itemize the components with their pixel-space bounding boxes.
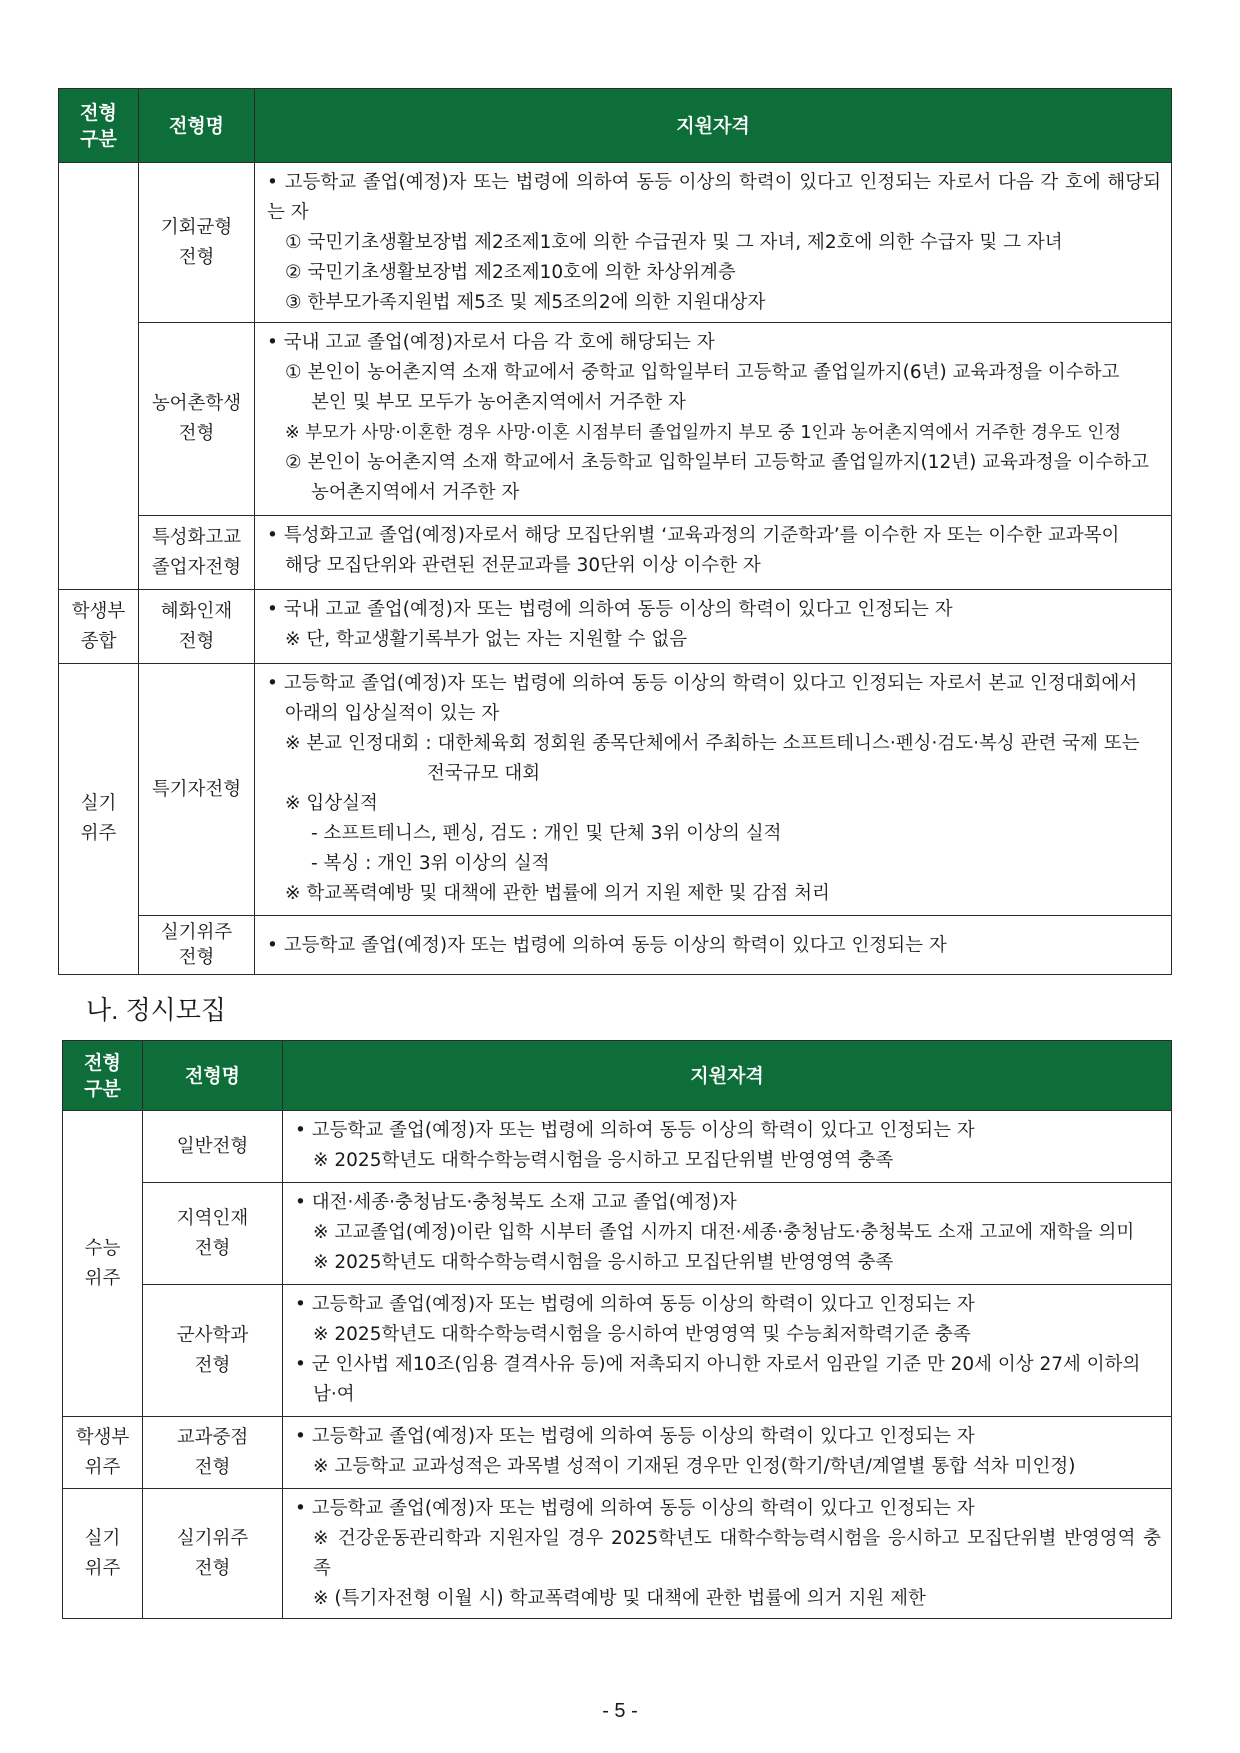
requirements-cell: [255, 516, 1172, 590]
table-header-row: [63, 1041, 1172, 1111]
table-row: [63, 1285, 1172, 1417]
requirement-line: ※ 본교 인정대회 : 대한체육회 정회원 종목단체에서 주최하는 소프트테니스·펜싱·검도·복싱 관련 국제 또는: [285, 733, 1140, 754]
requirement-line: 해당 모집단위와 관련된 전문교과를 30단위 이상 이수한 자: [285, 555, 761, 576]
requirement-line: ※ 건강운동관리학과 지원자일 경우 2025학년도 대학수학능력시험을 응시하고 모집단위별 반영영역 충족: [313, 1528, 1161, 1579]
admission-type-name: 실기위주 전형: [139, 916, 255, 975]
jeongsi-requirements-table: [62, 1040, 1172, 1619]
requirement-line: • 대전·세종·충청남도·충청북도 소재 고교 졸업(예정)자: [295, 1192, 737, 1213]
header-name: 전형명: [143, 1041, 283, 1111]
requirements-cell: [255, 664, 1172, 916]
table-row: [59, 323, 1172, 516]
requirement-line: ※ 부모가 사망·이혼한 경우 사망·이혼 시점부터 졸업일까지 부모 중 1인과 농어촌지역에서 거주한 경우도 인정: [285, 423, 1122, 443]
admission-type-name: 군사학과 전형: [143, 1285, 283, 1417]
requirement-line: • 특성화고교 졸업(예정)자로서 해당 모집단위별 ‘교육과정의 기준학과’를 이수한 자 또는 이수한 교과목이: [267, 525, 1120, 546]
category-cell: 학생부 종합: [59, 590, 139, 664]
table-row: [63, 1489, 1172, 1619]
requirement-line: ① 국민기초생활보장법 제2조제1호에 의한 수급권자 및 그 자녀, 제2호에 의한 수급자 및 그 자녀: [285, 232, 1063, 253]
requirement-line: • 고등학교 졸업(예정)자 또는 법령에 의하여 동등 이상의 학력이 있다고 인정되는 자: [267, 934, 947, 956]
requirement-line: • 고등학교 졸업(예정)자 또는 법령에 의하여 동등 이상의 학력이 있다고 인정되는 자: [295, 1498, 975, 1519]
table-row: [63, 1417, 1172, 1489]
table-row: [59, 916, 1172, 975]
requirement-line: ※ 입상실적: [285, 793, 378, 814]
requirement-line: • 국내 고교 졸업(예정)자로서 다음 각 호에 해당되는 자: [267, 332, 715, 353]
requirement-line: 본인 및 부모 모두가 농어촌지역에서 거주한 자: [311, 392, 686, 413]
header-category: 전형 구분: [63, 1041, 143, 1111]
category-cell: 실기 위주: [63, 1489, 143, 1619]
requirement-line: ※ 단, 학교생활기록부가 없는 자는 지원할 수 없음: [285, 629, 688, 650]
admission-type-name: 특성화고교 졸업자전형: [139, 516, 255, 590]
header-requirements: 지원자격: [255, 89, 1172, 163]
table-row: [63, 1183, 1172, 1285]
requirement-line: - 복싱 : 개인 3위 이상의 실적: [311, 853, 550, 874]
requirements-cell: [255, 916, 1172, 975]
requirement-line: ※ 고등학교 교과성적은 과목별 성적이 기재된 경우만 인정(학기/학년/계열별 통합 석차 미인정): [313, 1456, 1076, 1477]
requirement-line: ※ 2025학년도 대학수학능력시험을 응시하여 반영영역 및 수능최저학력기준 충족: [313, 1324, 971, 1345]
requirements-cell: [283, 1417, 1172, 1489]
requirement-line: 남·여: [313, 1384, 355, 1405]
requirement-line: • 국내 고교 졸업(예정)자 또는 법령에 의하여 동등 이상의 학력이 있다고 인정되는 자: [267, 599, 953, 620]
admission-type-name: 지역인재 전형: [143, 1183, 283, 1285]
admission-type-name: 일반전형: [143, 1111, 283, 1183]
requirement-line: • 고등학교 졸업(예정)자 또는 법령에 의하여 동등 이상의 학력이 있다고 인정되는 자로서 다음 각 호에 해당되는 자: [267, 172, 1161, 223]
category-cell: [59, 163, 139, 590]
requirement-line: ※ 2025학년도 대학수학능력시험을 응시하고 모집단위별 반영영역 충족: [313, 1252, 894, 1273]
table-row: [59, 163, 1172, 323]
requirement-line: ※ (특기자전형 이월 시) 학교폭력예방 및 대책에 관한 법률에 의거 지원 제한: [313, 1588, 926, 1609]
requirements-cell: [283, 1183, 1172, 1285]
requirement-line: • 고등학교 졸업(예정)자 또는 법령에 의하여 동등 이상의 학력이 있다고 인정되는 자: [295, 1120, 975, 1141]
admission-type-name: 농어촌학생 전형: [139, 323, 255, 516]
requirement-line: • 고등학교 졸업(예정)자 또는 법령에 의하여 동등 이상의 학력이 있다고 인정되는 자로서 본교 인정대회에서: [267, 673, 1138, 694]
table-header-row: [59, 89, 1172, 163]
requirement-line: • 군 인사법 제10조(임용 결격사유 등)에 저촉되지 아니한 자로서 임관일 기준 만 20세 이상 27세 이하의: [295, 1354, 1141, 1375]
requirements-cell: [283, 1489, 1172, 1619]
requirement-line: ② 국민기초생활보장법 제2조제10호에 의한 차상위계층: [285, 262, 736, 283]
header-requirements: 지원자격: [283, 1041, 1172, 1111]
requirements-cell: [255, 163, 1172, 323]
admission-type-name: 혜화인재 전형: [139, 590, 255, 664]
requirement-line: ※ 학교폭력예방 및 대책에 관한 법률에 의거 지원 제한 및 감점 처리: [285, 883, 830, 904]
page-number: - 5 -: [602, 1700, 638, 1722]
requirements-cell: [283, 1111, 1172, 1183]
requirement-line: ② 본인이 농어촌지역 소재 학교에서 초등학교 입학일부터 고등학교 졸업일까지(12년) 교육과정을 이수하고: [285, 452, 1149, 473]
admission-type-name: 실기위주 전형: [143, 1489, 283, 1619]
requirement-line: 전국규모 대회: [427, 763, 541, 784]
table-row: [63, 1111, 1172, 1183]
admission-type-name: 기회균형 전형: [139, 163, 255, 323]
requirement-line: • 고등학교 졸업(예정)자 또는 법령에 의하여 동등 이상의 학력이 있다고 인정되는 자: [295, 1294, 975, 1315]
requirements-cell: [255, 590, 1172, 664]
susi-requirements-table: [58, 88, 1172, 975]
admission-type-name: 교과중점 전형: [143, 1417, 283, 1489]
category-cell: 학생부 위주: [63, 1417, 143, 1489]
requirements-cell: [255, 323, 1172, 516]
category-cell: 실기 위주: [59, 664, 139, 975]
table-row: [59, 590, 1172, 664]
table-row: [59, 516, 1172, 590]
admission-type-name: 특기자전형: [139, 664, 255, 916]
requirement-line: ※ 고교졸업(예정)이란 입학 시부터 졸업 시까지 대전·세종·충청남도·충청북도 소재 고교에 재학을 의미: [313, 1222, 1135, 1243]
category-cell: 수능 위주: [63, 1111, 143, 1417]
requirement-line: ※ 2025학년도 대학수학능력시험을 응시하고 모집단위별 반영영역 충족: [313, 1150, 894, 1171]
requirement-line: - 소프트테니스, 펜싱, 검도 : 개인 및 단체 3위 이상의 실적: [311, 823, 782, 844]
requirements-cell: [283, 1285, 1172, 1417]
section-title: 나. 정시모집: [86, 995, 227, 1025]
requirement-line: 농어촌지역에서 거주한 자: [311, 482, 520, 503]
requirement-line: ③ 한부모가족지원법 제5조 및 제5조의2에 의한 지원대상자: [285, 292, 766, 313]
table-row: [59, 664, 1172, 916]
requirement-line: 아래의 입상실적이 있는 자: [285, 703, 500, 724]
requirement-line: • 고등학교 졸업(예정)자 또는 법령에 의하여 동등 이상의 학력이 있다고 인정되는 자: [295, 1426, 975, 1447]
header-name: 전형명: [139, 89, 255, 163]
header-category: 전형 구분: [59, 89, 139, 163]
requirement-line: ① 본인이 농어촌지역 소재 학교에서 중학교 입학일부터 고등학교 졸업일까지(6년) 교육과정을 이수하고: [285, 362, 1120, 383]
